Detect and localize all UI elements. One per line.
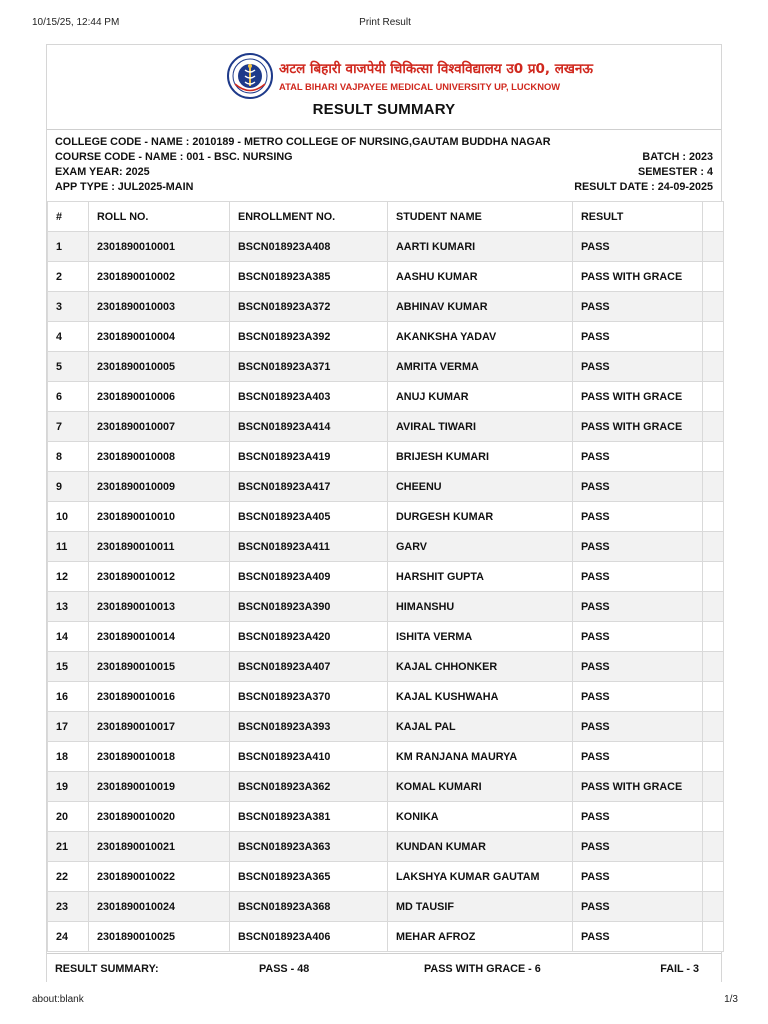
enrollment-no: BSCN018923A406 (230, 922, 388, 952)
row-spacer (703, 262, 724, 292)
result: PASS (573, 592, 703, 622)
result: PASS (573, 742, 703, 772)
enrollment-no: BSCN018923A363 (230, 832, 388, 862)
college-code-name: COLLEGE CODE - NAME : 2010189 - METRO COLLEGE OF NURSING,GAUTAM BUDDHA NAGAR (55, 136, 551, 148)
student-name: KAJAL KUSHWAHA (388, 682, 573, 712)
result: PASS (573, 862, 703, 892)
table-row (48, 472, 724, 502)
table-header-row (48, 202, 724, 232)
roll-no: 2301890010008 (89, 442, 230, 472)
row-index: 10 (48, 502, 89, 532)
enrollment-no: BSCN018923A405 (230, 502, 388, 532)
student-name: KAJAL PAL (388, 712, 573, 742)
row-index: 12 (48, 562, 89, 592)
print-title: Print Result (359, 17, 411, 28)
row-spacer (703, 682, 724, 712)
row-spacer (703, 652, 724, 682)
row-spacer (703, 802, 724, 832)
col-header-student-name: STUDENT NAME (388, 202, 573, 232)
enrollment-no: BSCN018923A411 (230, 532, 388, 562)
enrollment-no: BSCN018923A409 (230, 562, 388, 592)
result: PASS WITH GRACE (573, 412, 703, 442)
student-name: ISHITA VERMA (388, 622, 573, 652)
enrollment-no: BSCN018923A372 (230, 292, 388, 322)
table-row (48, 862, 724, 892)
row-spacer (703, 832, 724, 862)
row-spacer (703, 322, 724, 352)
row-index: 4 (48, 322, 89, 352)
university-brand (47, 45, 721, 135)
summary-label: RESULT SUMMARY: (55, 963, 159, 975)
result: PASS (573, 292, 703, 322)
row-spacer (703, 712, 724, 742)
table-row (48, 892, 724, 922)
student-name: MD TAUSIF (388, 892, 573, 922)
student-name: KOMAL KUMARI (388, 772, 573, 802)
roll-no: 2301890010024 (89, 892, 230, 922)
exam-info (47, 129, 721, 202)
row-index: 20 (48, 802, 89, 832)
result: PASS WITH GRACE (573, 262, 703, 292)
row-spacer (703, 382, 724, 412)
result: PASS (573, 472, 703, 502)
row-index: 14 (48, 622, 89, 652)
student-name: ANUJ KUMAR (388, 382, 573, 412)
student-name: ABHINAV KUMAR (388, 292, 573, 322)
table-row (48, 232, 724, 262)
result: PASS (573, 232, 703, 262)
roll-no: 2301890010020 (89, 802, 230, 832)
table-row (48, 622, 724, 652)
roll-no: 2301890010013 (89, 592, 230, 622)
summary-fail: FAIL - 3 (660, 963, 699, 975)
row-spacer (703, 412, 724, 442)
row-spacer (703, 502, 724, 532)
student-name: KUNDAN KUMAR (388, 832, 573, 862)
roll-no: 2301890010001 (89, 232, 230, 262)
row-index: 22 (48, 862, 89, 892)
enrollment-no: BSCN018923A407 (230, 652, 388, 682)
student-name: BRIJESH KUMARI (388, 442, 573, 472)
row-index: 16 (48, 682, 89, 712)
enrollment-no: BSCN018923A368 (230, 892, 388, 922)
result: PASS (573, 502, 703, 532)
row-spacer (703, 742, 724, 772)
result: PASS (573, 562, 703, 592)
row-index: 15 (48, 652, 89, 682)
row-index: 13 (48, 592, 89, 622)
row-spacer (703, 592, 724, 622)
enrollment-no: BSCN018923A381 (230, 802, 388, 832)
row-index: 11 (48, 532, 89, 562)
roll-no: 2301890010021 (89, 832, 230, 862)
row-spacer (703, 922, 724, 952)
roll-no: 2301890010019 (89, 772, 230, 802)
course-code-name: COURSE CODE - NAME : 001 - BSC. NURSING (55, 151, 293, 163)
row-index: 18 (48, 742, 89, 772)
result: PASS (573, 832, 703, 862)
student-name: KAJAL CHHONKER (388, 652, 573, 682)
row-index: 7 (48, 412, 89, 442)
enrollment-no: BSCN018923A419 (230, 442, 388, 472)
row-spacer (703, 352, 724, 382)
table-row (48, 262, 724, 292)
enrollment-no: BSCN018923A410 (230, 742, 388, 772)
page-title: RESULT SUMMARY (312, 101, 456, 118)
app-type: APP TYPE : JUL2025-MAIN (55, 181, 194, 193)
student-name: DURGESH KUMAR (388, 502, 573, 532)
enrollment-no: BSCN018923A420 (230, 622, 388, 652)
row-index: 24 (48, 922, 89, 952)
table-row (48, 322, 724, 352)
roll-no: 2301890010004 (89, 322, 230, 352)
print-footer (32, 994, 738, 1008)
roll-no: 2301890010017 (89, 712, 230, 742)
enrollment-no: BSCN018923A370 (230, 682, 388, 712)
enrollment-no: BSCN018923A403 (230, 382, 388, 412)
result-sheet (46, 44, 722, 982)
result: PASS (573, 352, 703, 382)
student-name: AMRITA VERMA (388, 352, 573, 382)
print-url: about:blank (32, 994, 84, 1005)
result: PASS (573, 532, 703, 562)
row-index: 1 (48, 232, 89, 262)
enrollment-no: BSCN018923A385 (230, 262, 388, 292)
result-date: RESULT DATE : 24-09-2025 (574, 181, 713, 193)
enrollment-no: BSCN018923A365 (230, 862, 388, 892)
enrollment-no: BSCN018923A390 (230, 592, 388, 622)
roll-no: 2301890010010 (89, 502, 230, 532)
student-name: KM RANJANA MAURYA (388, 742, 573, 772)
student-name: LAKSHYA KUMAR GAUTAM (388, 862, 573, 892)
col-header-roll-no: ROLL NO. (89, 202, 230, 232)
table-row (48, 772, 724, 802)
row-spacer (703, 232, 724, 262)
table-row (48, 742, 724, 772)
result: PASS (573, 442, 703, 472)
roll-no: 2301890010015 (89, 652, 230, 682)
table-row (48, 502, 724, 532)
table-row (48, 412, 724, 442)
result: PASS WITH GRACE (573, 772, 703, 802)
enrollment-no: BSCN018923A392 (230, 322, 388, 352)
row-index: 19 (48, 772, 89, 802)
summary-pass-with-grace: PASS WITH GRACE - 6 (424, 963, 541, 975)
university-name-hindi: अटल बिहारी वाजपेयी चिकित्सा विश्वविद्यालय उ0 प्र0, लखनऊ (279, 61, 594, 77)
table-row (48, 652, 724, 682)
row-index: 23 (48, 892, 89, 922)
table-row (48, 922, 724, 952)
summary-pass: PASS - 48 (259, 963, 310, 975)
table-row (48, 352, 724, 382)
row-index: 17 (48, 712, 89, 742)
enrollment-no: BSCN018923A393 (230, 712, 388, 742)
result: PASS (573, 922, 703, 952)
roll-no: 2301890010025 (89, 922, 230, 952)
student-name: HARSHIT GUPTA (388, 562, 573, 592)
page-number: 1/3 (724, 994, 738, 1005)
result: PASS (573, 682, 703, 712)
table-row (48, 442, 724, 472)
table-row (48, 682, 724, 712)
col-header-result: RESULT (573, 202, 703, 232)
university-emblem-icon (227, 53, 273, 99)
exam-year: EXAM YEAR: 2025 (55, 166, 150, 178)
enrollment-no: BSCN018923A408 (230, 232, 388, 262)
university-name-english: ATAL BIHARI VAJPAYEE MEDICAL UNIVERSITY UP, LUCKNOW (279, 81, 561, 92)
row-index: 9 (48, 472, 89, 502)
row-index: 21 (48, 832, 89, 862)
row-index: 2 (48, 262, 89, 292)
result: PASS (573, 892, 703, 922)
batch: BATCH : 2023 (642, 151, 713, 163)
row-spacer (703, 532, 724, 562)
table-row (48, 802, 724, 832)
enrollment-no: BSCN018923A414 (230, 412, 388, 442)
table-row (48, 592, 724, 622)
roll-no: 2301890010007 (89, 412, 230, 442)
col-header-enrollment-no: ENROLLMENT NO. (230, 202, 388, 232)
result: PASS (573, 322, 703, 352)
row-index: 3 (48, 292, 89, 322)
row-spacer (703, 472, 724, 502)
roll-no: 2301890010002 (89, 262, 230, 292)
row-spacer (703, 292, 724, 322)
roll-no: 2301890010014 (89, 622, 230, 652)
enrollment-no: BSCN018923A362 (230, 772, 388, 802)
student-name: MEHAR AFROZ (388, 922, 573, 952)
roll-no: 2301890010009 (89, 472, 230, 502)
row-spacer (703, 622, 724, 652)
student-name: GARV (388, 532, 573, 562)
roll-no: 2301890010012 (89, 562, 230, 592)
table-row (48, 532, 724, 562)
student-name: AKANKSHA YADAV (388, 322, 573, 352)
roll-no: 2301890010003 (89, 292, 230, 322)
table-row (48, 292, 724, 322)
roll-no: 2301890010022 (89, 862, 230, 892)
row-spacer (703, 442, 724, 472)
student-name: CHEENU (388, 472, 573, 502)
row-spacer (703, 892, 724, 922)
student-name: AARTI KUMARI (388, 232, 573, 262)
semester: SEMESTER : 4 (638, 166, 713, 178)
roll-no: 2301890010018 (89, 742, 230, 772)
enrollment-no: BSCN018923A417 (230, 472, 388, 502)
table-body (48, 232, 724, 952)
student-name: HIMANSHU (388, 592, 573, 622)
table-row (48, 562, 724, 592)
table-row (48, 832, 724, 862)
results-table (47, 201, 724, 952)
row-spacer (703, 862, 724, 892)
print-header (32, 17, 738, 31)
enrollment-no: BSCN018923A371 (230, 352, 388, 382)
result: PASS (573, 802, 703, 832)
row-spacer (703, 772, 724, 802)
roll-no: 2301890010016 (89, 682, 230, 712)
result: PASS WITH GRACE (573, 382, 703, 412)
result: PASS (573, 712, 703, 742)
col-header-index: # (48, 202, 89, 232)
roll-no: 2301890010005 (89, 352, 230, 382)
roll-no: 2301890010006 (89, 382, 230, 412)
student-name: AASHU KUMAR (388, 262, 573, 292)
student-name: AVIRAL TIWARI (388, 412, 573, 442)
row-index: 5 (48, 352, 89, 382)
row-index: 6 (48, 382, 89, 412)
result: PASS (573, 652, 703, 682)
result-summary (47, 953, 721, 983)
roll-no: 2301890010011 (89, 532, 230, 562)
table-row (48, 382, 724, 412)
row-spacer (703, 562, 724, 592)
row-index: 8 (48, 442, 89, 472)
print-datetime: 10/15/25, 12:44 PM (32, 17, 120, 28)
col-header-spacer (703, 202, 724, 232)
student-name: KONIKA (388, 802, 573, 832)
result: PASS (573, 622, 703, 652)
table-row (48, 712, 724, 742)
